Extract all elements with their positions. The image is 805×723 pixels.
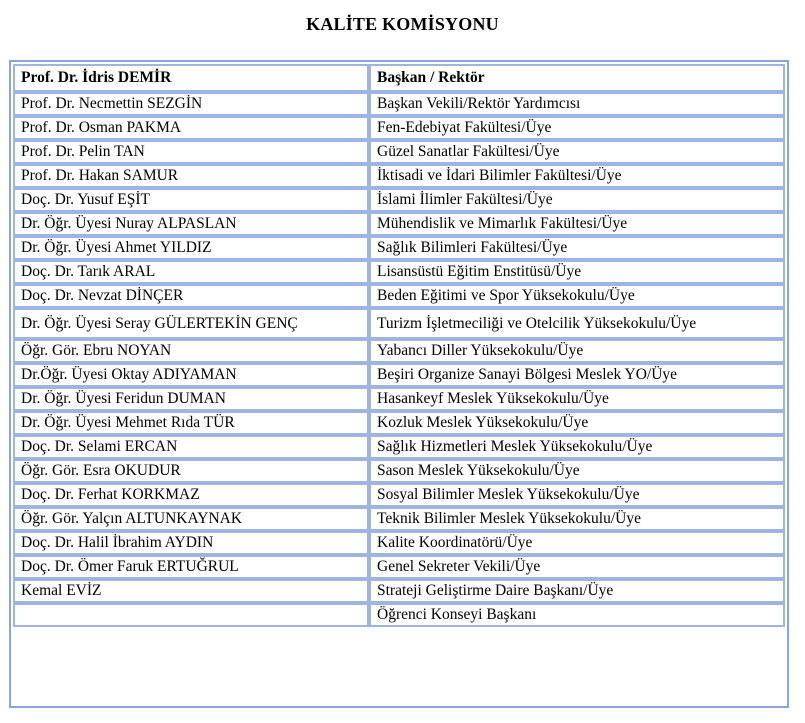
member-name-cell: Doç. Dr. Tarık ARAL	[13, 260, 369, 284]
member-name-cell: Kemal EVİZ	[13, 579, 369, 603]
member-name-cell: Öğr. Gör. Esra OKUDUR	[13, 459, 369, 483]
table-row	[13, 188, 785, 212]
table-row	[13, 435, 785, 459]
member-role-cell: Sosyal Bilimler Meslek Yüksekokulu/Üye	[369, 483, 785, 507]
member-role-cell: Turizm İşletmeciliği ve Otelcilik Yüksekokulu/Üye	[369, 308, 785, 339]
table-row	[13, 308, 785, 339]
member-name-cell: Prof. Dr. Pelin TAN	[13, 140, 369, 164]
page-title: KALİTE KOMİSYONU	[306, 14, 499, 34]
member-name-cell: Prof. Dr. Osman PAKMA	[13, 116, 369, 140]
member-role-cell: Başkan Vekili/Rektör Yardımcısı	[369, 92, 785, 116]
table-row	[13, 603, 785, 627]
table-row	[13, 483, 785, 507]
committee-table-frame	[9, 60, 789, 708]
member-role-cell: Hasankeyf Meslek Yüksekokulu/Üye	[369, 387, 785, 411]
member-name-cell	[13, 603, 369, 627]
member-role-cell: Beden Eğitimi ve Spor Yüksekokulu/Üye	[369, 284, 785, 308]
member-role-cell: İktisadi ve İdari Bilimler Fakültesi/Üye	[369, 164, 785, 188]
member-name-cell: Doç. Dr. Halil İbrahim AYDIN	[13, 531, 369, 555]
member-name-cell: Öğr. Gör. Ebru NOYAN	[13, 339, 369, 363]
member-name-cell: Dr. Öğr. Üyesi Mehmet Rıda TÜR	[13, 411, 369, 435]
member-role-cell: Strateji Geliştirme Daire Başkanı/Üye	[369, 579, 785, 603]
committee-table-body	[13, 64, 785, 627]
member-role-cell: Fen-Edebiyat Fakültesi/Üye	[369, 116, 785, 140]
member-name-cell: Prof. Dr. Hakan SAMUR	[13, 164, 369, 188]
table-row	[13, 411, 785, 435]
member-role-cell: Sağlık Hizmetleri Meslek Yüksekokulu/Üye	[369, 435, 785, 459]
table-row	[13, 531, 785, 555]
table-row	[13, 579, 785, 603]
table-row	[13, 363, 785, 387]
member-role-cell: Öğrenci Konseyi Başkanı	[369, 603, 785, 627]
table-row	[13, 92, 785, 116]
member-role-cell: Güzel Sanatlar Fakültesi/Üye	[369, 140, 785, 164]
table-row	[13, 212, 785, 236]
table-row	[13, 387, 785, 411]
member-name-cell: Prof. Dr. Necmettin SEZGİN	[13, 92, 369, 116]
committee-table	[13, 64, 785, 627]
member-name-cell: Dr. Öğr. Üyesi Nuray ALPASLAN	[13, 212, 369, 236]
member-role-cell: İslami İlimler Fakültesi/Üye	[369, 188, 785, 212]
member-name-cell: Dr. Öğr. Üyesi Ahmet YILDIZ	[13, 236, 369, 260]
table-header-row	[13, 64, 785, 92]
member-name-cell: Doç. Dr. Ferhat KORKMAZ	[13, 483, 369, 507]
member-name-cell: Dr.Öğr. Üyesi Oktay ADIYAMAN	[13, 363, 369, 387]
chair-name-cell: Prof. Dr. İdris DEMİR	[13, 64, 369, 92]
table-row	[13, 260, 785, 284]
table-row	[13, 284, 785, 308]
table-row	[13, 140, 785, 164]
member-name-cell: Dr. Öğr. Üyesi Seray GÜLERTEKİN GENÇ	[13, 308, 369, 339]
member-name-cell: Doç. Dr. Ömer Faruk ERTUĞRUL	[13, 555, 369, 579]
table-row	[13, 555, 785, 579]
table-row	[13, 116, 785, 140]
member-role-cell: Lisansüstü Eğitim Enstitüsü/Üye	[369, 260, 785, 284]
member-role-cell: Yabancı Diller Yüksekokulu/Üye	[369, 339, 785, 363]
member-role-cell: Sason Meslek Yüksekokulu/Üye	[369, 459, 785, 483]
member-role-cell: Mühendislik ve Mimarlık Fakültesi/Üye	[369, 212, 785, 236]
member-role-cell: Kozluk Meslek Yüksekokulu/Üye	[369, 411, 785, 435]
member-role-cell: Teknik Bilimler Meslek Yüksekokulu/Üye	[369, 507, 785, 531]
chair-role-cell: Başkan / Rektör	[369, 64, 785, 92]
member-name-cell: Dr. Öğr. Üyesi Feridun DUMAN	[13, 387, 369, 411]
member-role-cell: Kalite Koordinatörü/Üye	[369, 531, 785, 555]
member-name-cell: Öğr. Gör. Yalçın ALTUNKAYNAK	[13, 507, 369, 531]
table-row	[13, 459, 785, 483]
table-row	[13, 164, 785, 188]
member-name-cell: Doç. Dr. Selami ERCAN	[13, 435, 369, 459]
member-role-cell: Beşiri Organize Sanayi Bölgesi Meslek YO/Üye	[369, 363, 785, 387]
member-role-cell: Sağlık Bilimleri Fakültesi/Üye	[369, 236, 785, 260]
member-role-cell: Genel Sekreter Vekili/Üye	[369, 555, 785, 579]
table-row	[13, 339, 785, 363]
member-name-cell: Doç. Dr. Nevzat DİNÇER	[13, 284, 369, 308]
table-row	[13, 236, 785, 260]
table-row	[13, 507, 785, 531]
member-name-cell: Doç. Dr. Yusuf EŞİT	[13, 188, 369, 212]
